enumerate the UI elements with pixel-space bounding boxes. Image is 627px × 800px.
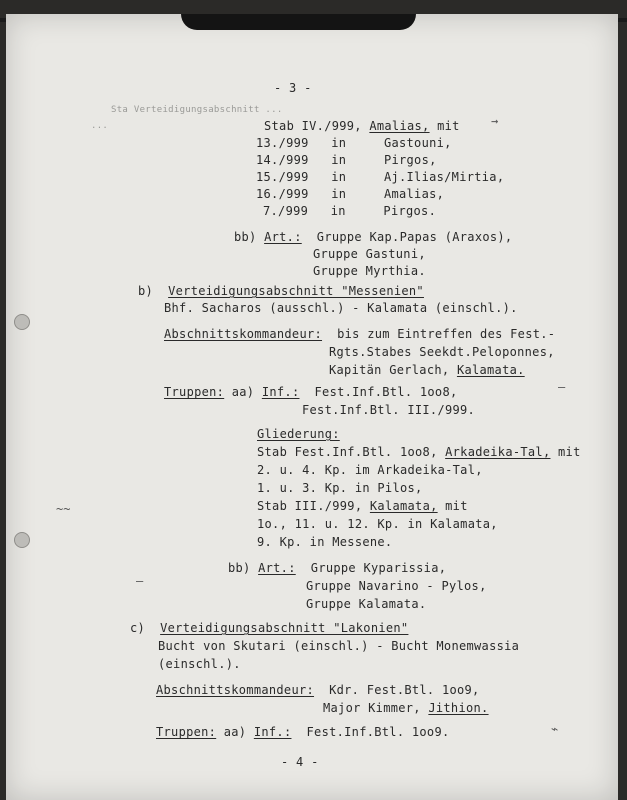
b-gliederung-5: 1o., 11. u. 12. Kp. in Kalamata, (257, 517, 498, 531)
margin-dash-mark: — (558, 380, 566, 394)
faded-header-1: Sta Verteidigungsabschnitt ... (111, 105, 283, 115)
b-kommandeur-1: Abschnittskommandeur: bis zum Eintreffen des Fest.- (164, 327, 556, 341)
margin-dash-left: — (136, 574, 144, 588)
unit-row: 14./999 in Pirgos, (256, 153, 437, 167)
b-art-3: Gruppe Kalamata. (306, 597, 427, 611)
b-gliederung-6: 9. Kp. in Messene. (257, 535, 393, 549)
unit-row: 13./999 in Gastouni, (256, 136, 452, 150)
stab-mit: mit (437, 119, 460, 133)
b-gliederung-3: 1. u. 3. Kp. in Pilos, (257, 481, 423, 495)
margin-scribble-mark: ⌁ (551, 722, 559, 736)
binder-clip (181, 14, 416, 30)
art-line-3: Gruppe Myrthia. (313, 264, 426, 278)
b-gliederung-1: Stab Fest.Inf.Btl. 1oo8, Arkadeika-Tal, mit (257, 445, 581, 459)
section-c-title: c) Verteidigungsabschnitt "Lakonien" (130, 621, 409, 635)
faded-header-2: ... (91, 121, 109, 131)
c-kommandeur-2: Major Kimmer, Jithion. (323, 701, 489, 715)
unit-row: 15./999 in Aj.Ilias/Mirtia, (256, 170, 505, 184)
stab-unit: Stab IV./999, (264, 119, 362, 133)
c-truppen-1: Truppen: aa) Inf.: Fest.Inf.Btl. 1oo9. (156, 725, 450, 739)
b-truppen-2: Fest.Inf.Btl. III./999. (302, 403, 476, 417)
b-gliederung-2: 2. u. 4. Kp. im Arkadeika-Tal, (257, 463, 483, 477)
unit-row: 7./999 in Pirgos. (263, 204, 437, 218)
art-line-1: bb) Art.: Gruppe Kap.Papas (Araxos), (234, 230, 513, 244)
margin-arrow-mark: → (491, 114, 499, 128)
stab-line (264, 118, 460, 134)
b-kommandeur-2: Rgts.Stabes Seekdt.Peloponnes, (329, 345, 555, 359)
c-kommandeur-1: Abschnittskommandeur: Kdr. Fest.Btl. 1oo9, (156, 683, 480, 697)
page-number-bottom: - 4 - (281, 755, 319, 769)
section-c-range-1: Bucht von Skutari (einschl.) - Bucht Monemwassia (158, 639, 520, 653)
section-c-range-2: (einschl.). (158, 657, 241, 671)
document-page (6, 14, 618, 800)
section-b-title: b) Verteidigungsabschnitt "Messenien" (138, 284, 424, 298)
b-gliederung-label: Gliederung: (257, 427, 340, 441)
art-line-2: Gruppe Gastuni, (313, 247, 426, 261)
punch-hole-upper (14, 314, 30, 330)
b-truppen-1: Truppen: aa) Inf.: Fest.Inf.Btl. 1oo8, (164, 385, 458, 399)
page-number-top: - 3 - (274, 81, 312, 95)
punch-hole-lower (14, 532, 30, 548)
unit-row: 16./999 in Amalias, (256, 187, 445, 201)
b-kommandeur-3: Kapitän Gerlach, Kalamata. (329, 363, 525, 377)
section-b-range: Bhf. Sacharos (ausschl.) - Kalamata (einschl.). (164, 301, 518, 315)
b-art-2: Gruppe Navarino - Pylos, (306, 579, 487, 593)
stab-place: Amalias, (369, 119, 430, 133)
b-gliederung-4: Stab III./999, Kalamata, mit (257, 499, 468, 513)
margin-squiggle-mark: ~~ (56, 502, 71, 516)
b-art-1: bb) Art.: Gruppe Kyparissia, (228, 561, 447, 575)
